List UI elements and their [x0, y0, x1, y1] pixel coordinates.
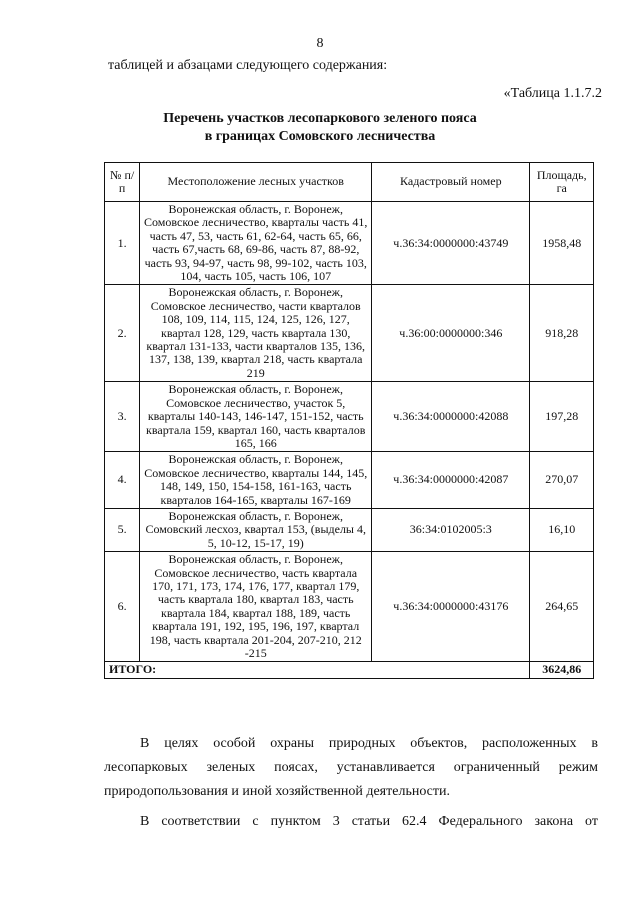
total-value: 3624,86 [530, 662, 594, 678]
row-area: 918,28 [530, 285, 594, 382]
row-num: 1. [105, 202, 140, 285]
header-cadastral: Кадастровый номер [372, 163, 530, 202]
total-label: ИТОГО: [105, 662, 530, 678]
table-reference: «Таблица 1.1.7.2 [503, 86, 602, 101]
table-title [0, 110, 640, 146]
paragraph-line: В целях особой охраны природных объектов, расположенных в [140, 736, 598, 751]
table-row [105, 452, 594, 509]
table-total-row [105, 662, 594, 678]
row-cadastral: ч.36:00:0000000:346 [372, 285, 530, 382]
paragraph-line: В соответствии с пунктом 3 статьи 62.4 Федерального закона от [140, 814, 598, 829]
row-cadastral: ч.36:34:0000000:43749 [372, 202, 530, 285]
table-row [105, 202, 594, 285]
row-area: 270,07 [530, 452, 594, 509]
intro-text: таблицей и абзацами следующего содержания: [108, 58, 388, 73]
row-num: 3. [105, 382, 140, 452]
table-row [105, 552, 594, 662]
paragraph-protection [104, 732, 598, 804]
header-location: Местоположение лесных участков [140, 163, 372, 202]
header-num: № п/п [105, 163, 140, 202]
row-area: 1958,48 [530, 202, 594, 285]
row-location: Воронежская область, г. Воронеж, Сомовское лесничество, части кварталов 108, 109, 114, 115, 124, 125, 126, 127, квартал 128, 129, часть квартала 130, квартал 131-133, части кварталов 135, 136, 137, 138, 139, квартал 218, часть квартала 219 [140, 285, 372, 382]
row-cadastral: 36:34:0102005:3 [372, 508, 530, 551]
table-title-line-1: Перечень участков лесопаркового зеленого пояса [163, 111, 477, 126]
row-num: 6. [105, 552, 140, 662]
row-location: Воронежская область, г. Воронеж, Сомовское лесничество, часть квартала 170, 171, 173, 174, 176, 177, квартал 179, часть квартала 180, квартал 183, часть квартала 184, квартал 188, 189, часть квартала 191, 192, 195, 196, 197, квартал 198, часть квартала 201-204, 207-210, 212 -215 [140, 552, 372, 662]
table-row [105, 382, 594, 452]
row-num: 5. [105, 508, 140, 551]
page-number: 8 [316, 36, 324, 51]
row-area: 264,65 [530, 552, 594, 662]
paragraph-federal-law [104, 810, 598, 834]
table-header-row [105, 163, 594, 202]
row-cadastral: ч.36:34:0000000:43176 [372, 552, 530, 662]
row-cadastral: ч.36:34:0000000:42087 [372, 452, 530, 509]
header-area: Площадь, га [530, 163, 594, 202]
table-row [105, 285, 594, 382]
row-area: 197,28 [530, 382, 594, 452]
row-location: Воронежская область, г. Воронеж, Сомовский лесхоз, квартал 153, (выделы 4, 5, 10-12, 15-17, 19) [140, 508, 372, 551]
paragraph-line: лесопарковых зеленых поясах, устанавливается ограниченный режим [104, 760, 598, 775]
forest-plots-table [104, 162, 594, 679]
table-row [105, 508, 594, 551]
row-location: Воронежская область, г. Воронеж, Сомовское лесничество, кварталы 144, 145, 148, 149, 150, 154-158, 161-163, часть кварталов 164-165, кварталы 167-169 [140, 452, 372, 509]
row-location: Воронежская область, г. Воронеж, Сомовское лесничество, участок 5, кварталы 140-143, 146-147, 151-152, часть квартала 159, квартал 160, часть кварталов 165, 166 [140, 382, 372, 452]
row-area: 16,10 [530, 508, 594, 551]
paragraph-line: природопользования и иной хозяйственной деятельности. [104, 784, 450, 799]
row-num: 4. [105, 452, 140, 509]
row-cadastral: ч.36:34:0000000:42088 [372, 382, 530, 452]
row-num: 2. [105, 285, 140, 382]
table-title-line-2: в границах Сомовского лесничества [204, 129, 436, 144]
row-location: Воронежская область, г. Воронеж, Сомовское лесничество, кварталы часть 41, часть 47, 53, часть 61, 62-64, часть 65, 66, часть 67,часть 68, 69-86, часть 87, 88-92, часть 93, 94-97, часть 98, 99-102, часть 103, 104, часть 105, часть 106, 107 [140, 202, 372, 285]
